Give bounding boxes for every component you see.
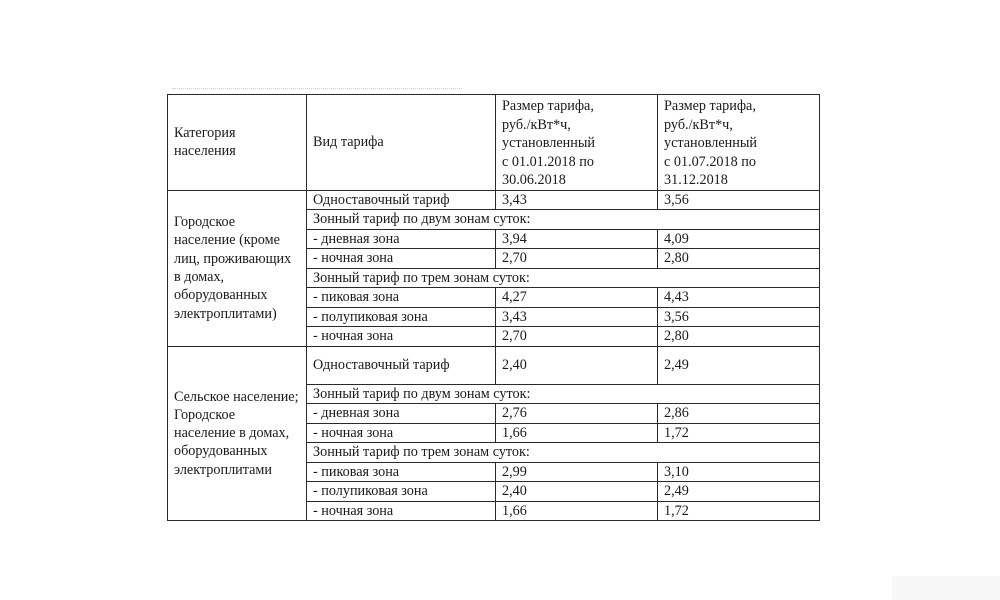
value-period-1: 2,99 [496, 462, 658, 482]
header-tariff-type: Вид тарифа [307, 95, 496, 191]
header-period-2-line5: 31.12.2018 [664, 172, 728, 188]
zone-section-title: Зонный тариф по трем зонам суток: [307, 443, 820, 463]
value-period-2: 2,80 [658, 249, 820, 269]
value-period-1: 2,76 [496, 404, 658, 424]
tariff-label: - ночная зона [307, 423, 496, 443]
corner-shade [892, 576, 1000, 600]
value-period-1: 2,40 [496, 482, 658, 502]
value-period-1: 2,70 [496, 249, 658, 269]
table-row [168, 190, 820, 210]
header-period-1-line5: 30.06.2018 [502, 172, 566, 188]
value-period-2: 2,49 [658, 482, 820, 502]
value-period-1: 2,40 [496, 346, 658, 384]
scan-artifact-line [172, 88, 462, 91]
value-period-1: 1,66 [496, 423, 658, 443]
header-period-1-line3: установленный [502, 135, 595, 151]
header-period-1-line4: с 01.01.2018 по [502, 153, 594, 170]
value-period-2: 2,49 [658, 346, 820, 384]
tariff-label: - ночная зона [307, 327, 496, 347]
table-header-row [168, 95, 820, 191]
header-period-2-line3: установленный [664, 135, 757, 151]
tariff-label: - полупиковая зона [307, 307, 496, 327]
value-period-2: 2,80 [658, 327, 820, 347]
zone-section-title: Зонный тариф по двум зонам суток: [307, 210, 820, 230]
value-period-2: 2,86 [658, 404, 820, 424]
header-period-2-line2: руб./кВт*ч, [664, 116, 733, 133]
value-period-1: 3,43 [496, 307, 658, 327]
tariff-label: - дневная зона [307, 404, 496, 424]
value-period-1: 3,43 [496, 190, 658, 210]
tariff-label: - пиковая зона [307, 288, 496, 308]
tariff-label: - ночная зона [307, 501, 496, 521]
tariff-label: - полупиковая зона [307, 482, 496, 502]
header-period-1-line1: Размер тарифа, [502, 98, 594, 114]
zone-section-title: Зонный тариф по двум зонам суток: [307, 384, 820, 404]
value-period-1: 4,27 [496, 288, 658, 308]
value-period-2: 4,09 [658, 229, 820, 249]
value-period-2: 3,56 [658, 307, 820, 327]
value-period-2: 4,43 [658, 288, 820, 308]
value-period-1: 1,66 [496, 501, 658, 521]
tariff-label: - ночная зона [307, 249, 496, 269]
value-period-2: 1,72 [658, 501, 820, 521]
header-period-1 [496, 95, 658, 191]
value-period-1: 2,70 [496, 327, 658, 347]
header-period-1-line2: руб./кВт*ч, [502, 116, 571, 133]
table-row [168, 346, 820, 384]
category-rural: Сельское население; Городское население в домах, оборудованных электроплитами [168, 346, 307, 521]
value-period-2: 3,10 [658, 462, 820, 482]
zone-section-title: Зонный тариф по трем зонам суток: [307, 268, 820, 288]
tariff-label: - пиковая зона [307, 462, 496, 482]
tariff-label: Одноставочный тариф [307, 190, 496, 210]
header-period-2 [658, 95, 820, 191]
value-period-2: 1,72 [658, 423, 820, 443]
tariff-label: Одноставочный тариф [307, 346, 496, 384]
value-period-1: 3,94 [496, 229, 658, 249]
value-period-2: 3,56 [658, 190, 820, 210]
category-urban: Городское население (кроме лиц, проживающих в домах, оборудованных электроплитами) [168, 190, 307, 346]
header-period-2-line1: Размер тарифа, [664, 98, 756, 114]
header-category: Категория населения [168, 95, 307, 191]
tariff-label: - дневная зона [307, 229, 496, 249]
header-period-2-line4: с 01.07.2018 по [664, 153, 756, 170]
tariff-table [167, 94, 820, 521]
